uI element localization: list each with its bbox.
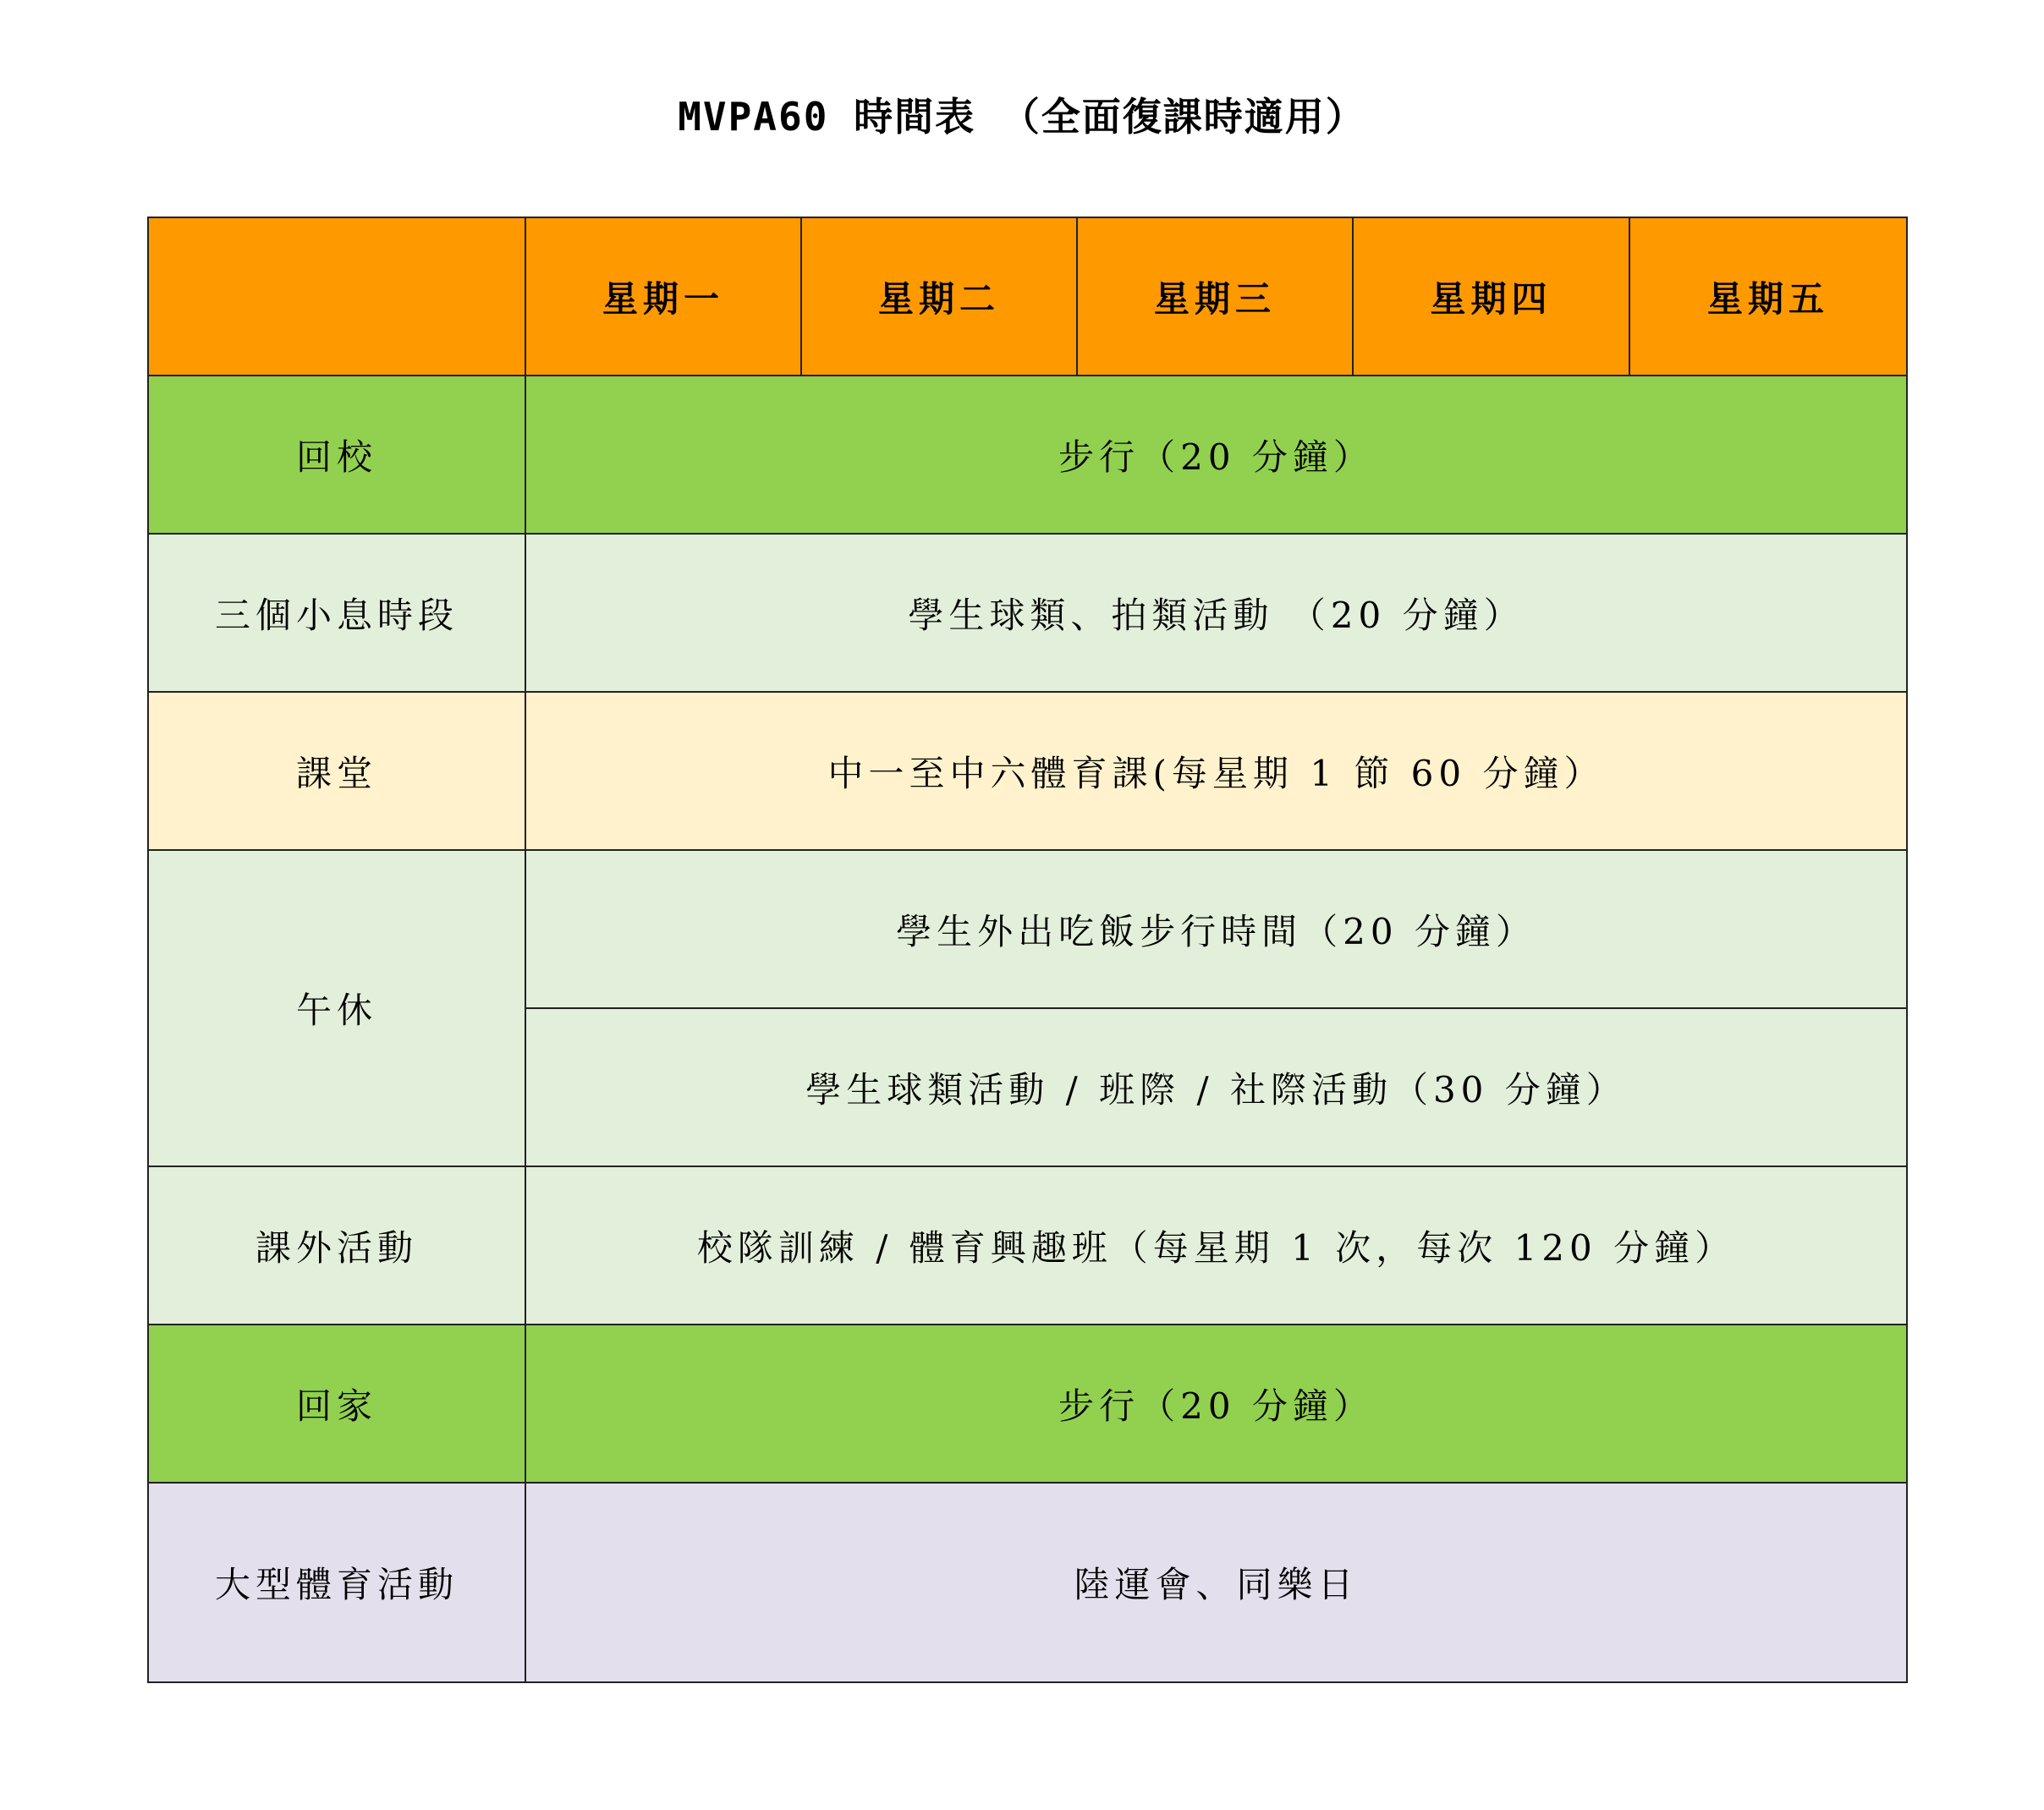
- page-title: MVPA60 時間表 （全面復課時適用）: [678, 94, 1366, 140]
- table-row: [148, 692, 1907, 850]
- row-label-go-home: 回家: [148, 1325, 525, 1483]
- corner-cell: [148, 217, 525, 376]
- activity-cell: 校隊訓練 / 體育興趣班（每星期 1 次，每次 120 分鐘）: [525, 1166, 1907, 1325]
- row-label-lunch: 午休: [148, 850, 525, 1166]
- activity-cell: 學生球類活動 / 班際 / 社際活動（30 分鐘）: [525, 1008, 1907, 1166]
- activity-cell: 步行（20 分鐘）: [525, 376, 1907, 534]
- table-row: [148, 376, 1907, 534]
- row-label-extracurricular: 課外活動: [148, 1166, 525, 1325]
- header-row: [148, 217, 1907, 376]
- timetable: [147, 217, 1908, 1683]
- activity-cell: 步行（20 分鐘）: [525, 1325, 1907, 1483]
- table-row: [148, 1166, 1907, 1325]
- table-row: [148, 850, 1907, 1008]
- row-label-lesson: 課堂: [148, 692, 525, 850]
- activity-cell: 學生外出吃飯步行時間（20 分鐘）: [525, 850, 1907, 1008]
- table-row: [148, 1483, 1907, 1682]
- activity-cell: 學生球類、拍類活動 （20 分鐘）: [525, 534, 1907, 692]
- day-header-monday: 星期一: [525, 217, 801, 376]
- day-header-tuesday: 星期二: [801, 217, 1077, 376]
- table-row: [148, 1325, 1907, 1483]
- day-header-thursday: 星期四: [1353, 217, 1629, 376]
- day-header-wednesday: 星期三: [1077, 217, 1353, 376]
- row-label-major-events: 大型體育活動: [148, 1483, 525, 1682]
- activity-cell: 陸運會、同樂日: [525, 1483, 1907, 1682]
- table-row: [148, 534, 1907, 692]
- day-header-friday: 星期五: [1629, 217, 1907, 376]
- activity-cell: 中一至中六體育課(每星期 1 節 60 分鐘）: [525, 692, 1907, 850]
- row-label-return-school: 回校: [148, 376, 525, 534]
- row-label-recess: 三個小息時段: [148, 534, 525, 692]
